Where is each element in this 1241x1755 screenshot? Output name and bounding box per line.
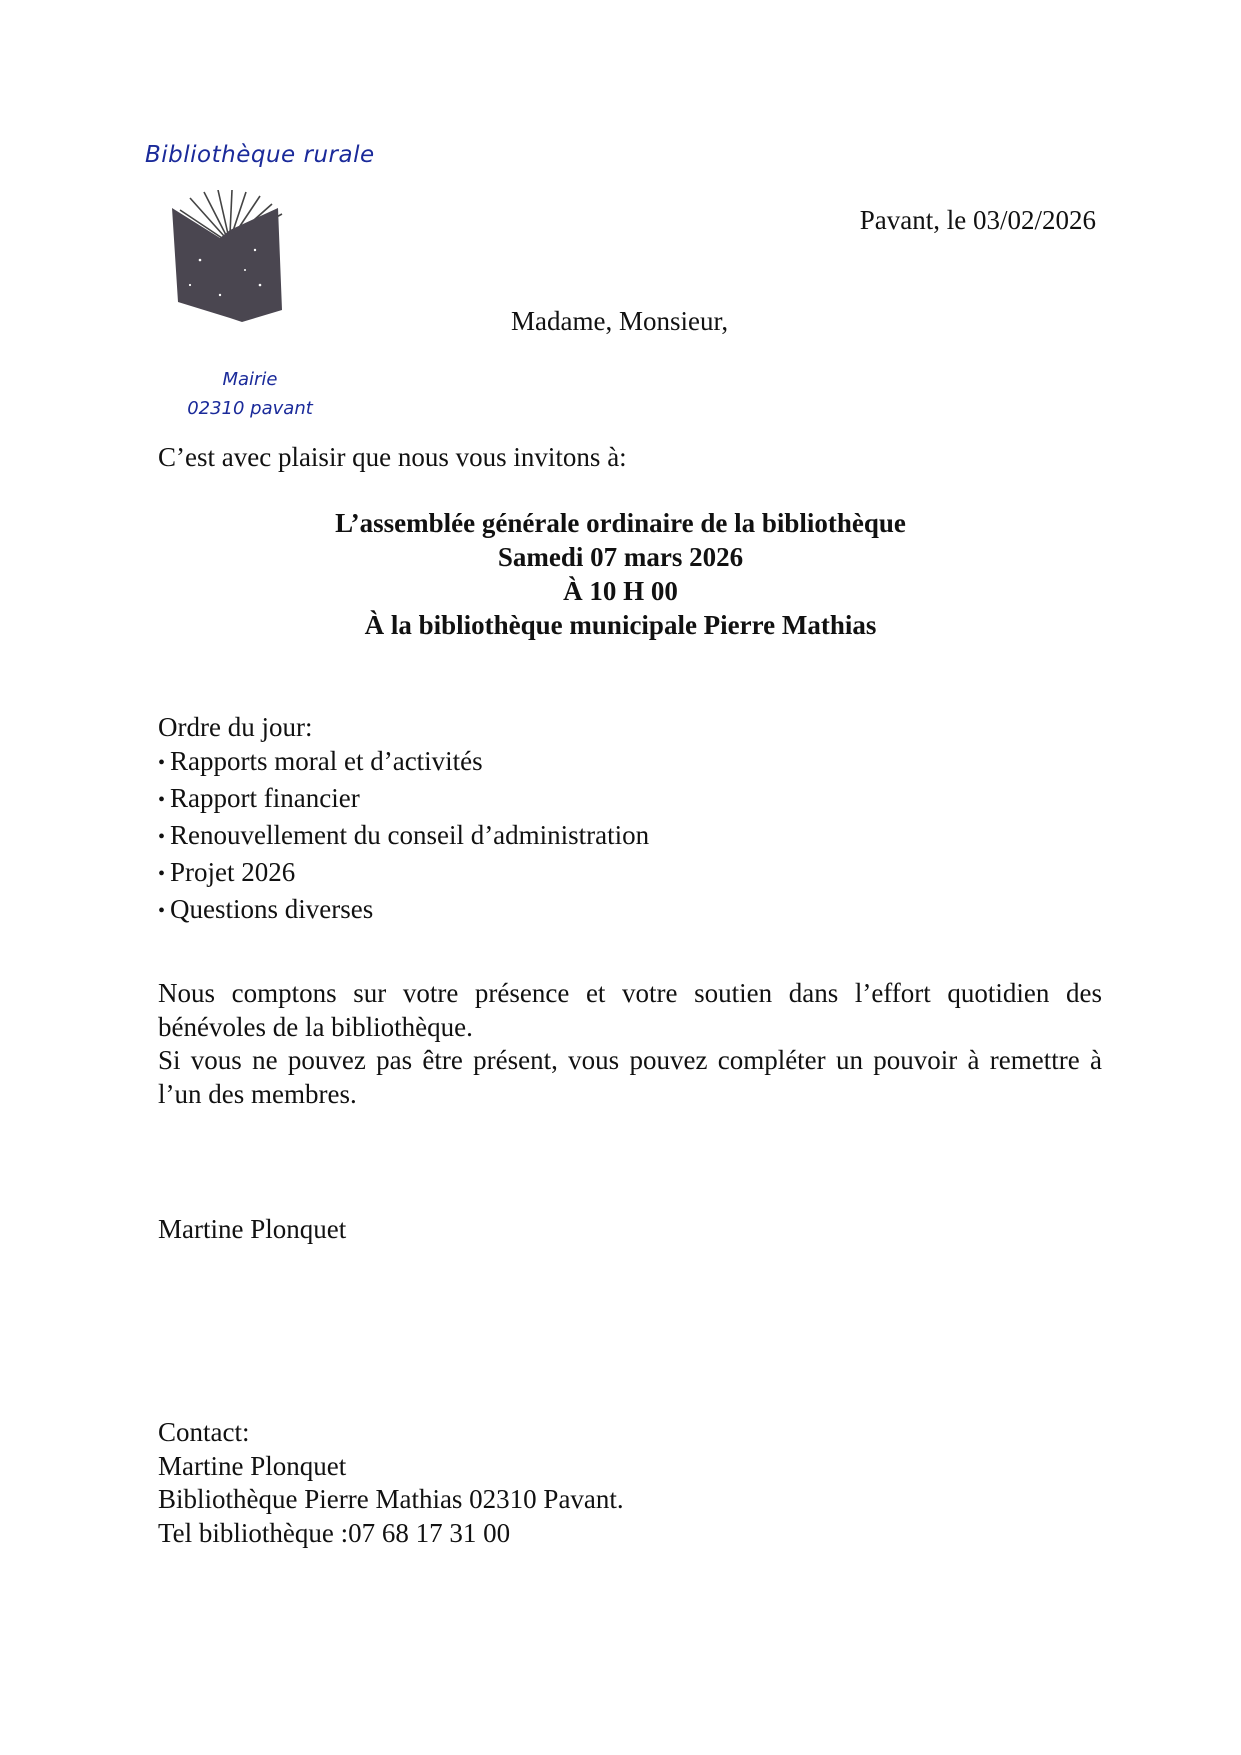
contact-block xyxy=(158,1416,624,1550)
logo-line-mairie: Mairie xyxy=(222,369,278,390)
agenda xyxy=(158,710,649,929)
contact-address: Bibliothèque Pierre Mathias 02310 Pavant. xyxy=(158,1484,624,1514)
list-item: • Projet 2026 xyxy=(158,855,649,892)
salutation: Madame, Monsieur, xyxy=(511,306,729,336)
event-title: L’assemblée générale ordinaire de la bibliothèque xyxy=(335,508,906,538)
contact-name: Martine Plonquet xyxy=(158,1450,347,1481)
contact-phone: Tel bibliothèque :07 68 17 31 00 xyxy=(158,1517,511,1548)
body-text xyxy=(158,977,1102,1111)
logo-line-postcode: 02310 pavant xyxy=(187,398,313,419)
event-block xyxy=(0,506,1241,642)
book-icon xyxy=(160,190,300,340)
logo-address xyxy=(160,365,340,423)
list-item: • Rapports moral et d’activités xyxy=(158,744,649,781)
list-item: • Questions diverses xyxy=(158,892,649,929)
intro-text: C’est avec plaisir que nous vous invitons à: xyxy=(158,442,627,472)
list-item: • Renouvellement du conseil d’administration xyxy=(158,818,649,855)
body-paragraph-2: Si vous ne pouvez pas être présent, vous pouvez compléter un pouvoir à remettre à l’un des membres. xyxy=(158,1045,1102,1109)
event-time: À 10 H 00 xyxy=(563,576,678,606)
agenda-heading: Ordre du jour: xyxy=(158,712,313,742)
event-date: Samedi 07 mars 2026 xyxy=(497,542,744,572)
body-paragraph-1: Nous comptons sur votre présence et votre soutien dans l’effort quotidien des bénévoles de la bibliothèque. xyxy=(158,978,1102,1042)
signature: Martine Plonquet xyxy=(158,1214,347,1244)
date-line: Pavant, le 03/02/2026 xyxy=(859,205,1096,235)
list-item: • Rapport financier xyxy=(158,781,649,818)
contact-label: Contact: xyxy=(158,1417,250,1447)
event-place: À la bibliothèque municipale Pierre Mathias xyxy=(364,610,877,640)
agenda-list xyxy=(158,744,649,929)
logo-title: Bibliothèque rurale xyxy=(145,142,375,168)
